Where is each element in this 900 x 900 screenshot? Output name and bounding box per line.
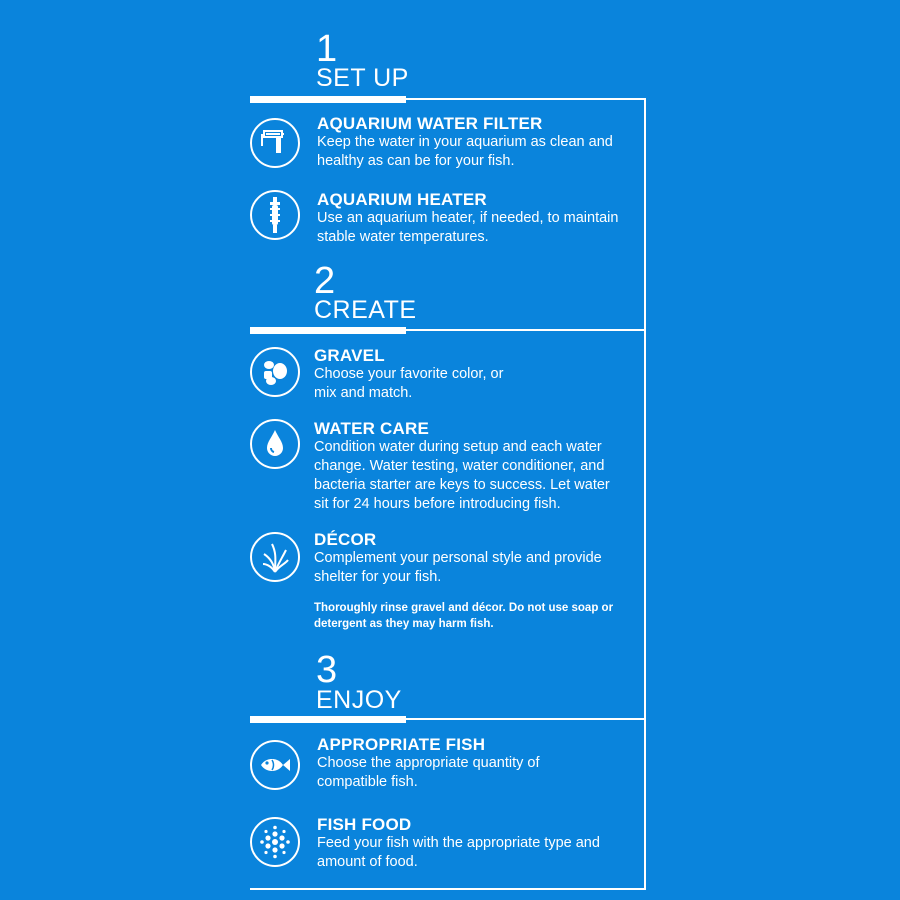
rinse-note: Thoroughly rinse gravel and décor. Do not use soap or detergent as they may harm fish. bbox=[314, 602, 614, 630]
item-title-fish-food: FISH FOOD bbox=[317, 815, 412, 834]
water-drop-icon bbox=[250, 419, 300, 469]
step-1-label: SET UP bbox=[316, 64, 409, 92]
step-1-number: 1 bbox=[316, 28, 338, 70]
item-desc-heater: Use an aquarium heater, if needed, to maintain stable water temperatures. bbox=[317, 210, 619, 245]
item-desc-decor: Complement your personal style and provide shelter for your fish. bbox=[314, 550, 602, 585]
step-1-divider-thick bbox=[250, 96, 406, 103]
item-desc-water-care: Condition water during setup and each water change. Water testing, water conditioner, and bacteria starter are keys to success. Let water sit for 24 hours before introducing fish. bbox=[314, 439, 610, 512]
step-3-divider-thin bbox=[406, 718, 646, 720]
plant-icon bbox=[250, 532, 300, 582]
item-desc-fish-food: Feed your fish with the appropriate type and amount of food. bbox=[317, 835, 600, 870]
item-title-appropriate-fish: APPROPRIATE FISH bbox=[317, 735, 486, 754]
step-2-divider-thick bbox=[250, 327, 406, 334]
item-title-water-care: WATER CARE bbox=[314, 419, 430, 438]
item-desc-appropriate-fish: Choose the appropriate quantity of compatible fish. bbox=[317, 755, 540, 790]
step-3-divider-thick bbox=[250, 716, 406, 723]
step-2-number: 2 bbox=[314, 260, 336, 302]
item-title-filter: AQUARIUM WATER FILTER bbox=[317, 114, 543, 133]
frame-right-line bbox=[644, 98, 646, 890]
step-3-label: ENJOY bbox=[316, 686, 402, 714]
heater-icon bbox=[250, 190, 300, 240]
item-desc-filter: Keep the water in your aquarium as clean and healthy as can be for your fish. bbox=[317, 134, 613, 169]
item-title-gravel: GRAVEL bbox=[314, 346, 385, 365]
item-desc-gravel: Choose your favorite color, or mix and match. bbox=[314, 366, 504, 401]
item-title-decor: DÉCOR bbox=[314, 530, 377, 549]
step-1-divider-thin bbox=[406, 98, 646, 100]
step-2-label: CREATE bbox=[314, 296, 417, 324]
gravel-icon bbox=[250, 347, 300, 397]
step-3-number: 3 bbox=[316, 649, 338, 691]
fish-food-icon bbox=[250, 817, 300, 867]
step-2-divider-thin bbox=[406, 329, 646, 331]
fish-icon bbox=[250, 740, 300, 790]
filter-icon bbox=[250, 118, 300, 168]
item-title-heater: AQUARIUM HEATER bbox=[317, 190, 487, 209]
frame-bottom-line bbox=[250, 888, 646, 890]
